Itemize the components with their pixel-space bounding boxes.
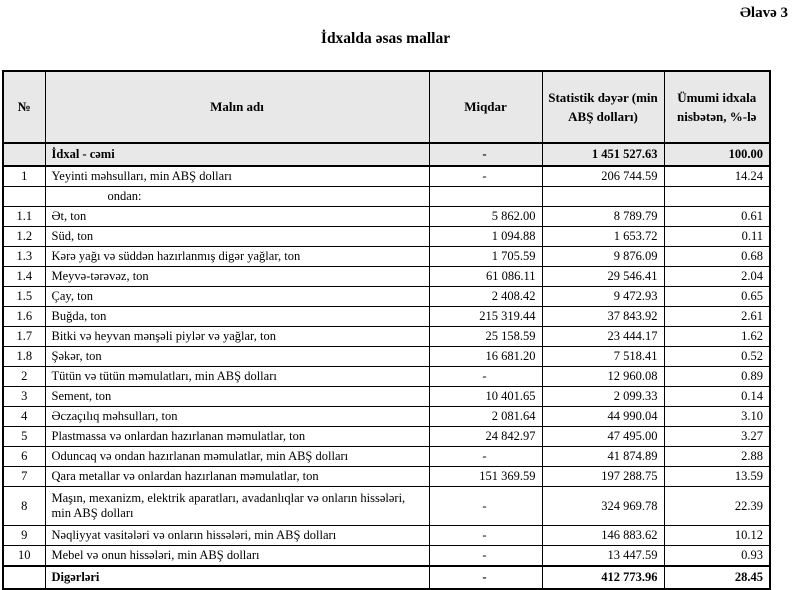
cell-quantity: 2 408.42: [429, 287, 542, 307]
cell-no: 1.8: [3, 347, 45, 367]
cell-share: 100.00: [664, 143, 770, 166]
cell-value: 197 288.75: [542, 467, 664, 487]
imports-table: [2, 70, 771, 590]
cell-quantity: 215 319.44: [429, 307, 542, 327]
cell-quantity: 16 681.20: [429, 347, 542, 367]
cell-share: 0.65: [664, 287, 770, 307]
cell-name: Maşın, mexanizm, elektrik aparatları, avadanlıqlar və onların hissələri, min ABŞ dolları: [45, 487, 429, 526]
table-row: [3, 487, 770, 526]
cell-quantity: 24 842.97: [429, 427, 542, 447]
cell-name: Nəqliyyat vasitələri və onların hissələri, min ABŞ dolları: [45, 526, 429, 546]
cell-share: 0.52: [664, 347, 770, 367]
cell-share: 0.14: [664, 387, 770, 407]
cell-share: 0.11: [664, 227, 770, 247]
cell-name: Yeyinti məhsulları, min ABŞ dolları: [45, 166, 429, 187]
cell-quantity: [429, 187, 542, 207]
cell-quantity: 25 158.59: [429, 327, 542, 347]
cell-name: ondan:: [45, 187, 429, 207]
table-row: [3, 367, 770, 387]
cell-value: 13 447.59: [542, 546, 664, 567]
cell-name: Sement, ton: [45, 387, 429, 407]
cell-share: 3.27: [664, 427, 770, 447]
cell-share: [664, 187, 770, 207]
cell-value: 12 960.08: [542, 367, 664, 387]
cell-quantity: 1 705.59: [429, 247, 542, 267]
cell-quantity: -: [429, 143, 542, 166]
table-row: [3, 447, 770, 467]
cell-no: 6: [3, 447, 45, 467]
cell-value: 9 876.09: [542, 247, 664, 267]
cell-share: 0.68: [664, 247, 770, 267]
cell-no: 9: [3, 526, 45, 546]
cell-name: Çay, ton: [45, 287, 429, 307]
table-row: [3, 267, 770, 287]
table-row: [3, 207, 770, 227]
cell-no: [3, 143, 45, 166]
header-value: Statistik dəyər (min ABŞ dolları): [542, 71, 664, 143]
cell-no: 1.4: [3, 267, 45, 287]
cell-no: 1.3: [3, 247, 45, 267]
cell-quantity: 5 862.00: [429, 207, 542, 227]
cell-share: 0.61: [664, 207, 770, 227]
cell-share: 0.93: [664, 546, 770, 567]
table-row: [3, 526, 770, 546]
cell-no: 3: [3, 387, 45, 407]
cell-share: 10.12: [664, 526, 770, 546]
cell-value: 2 099.33: [542, 387, 664, 407]
cell-no: 1.6: [3, 307, 45, 327]
table-row: [3, 143, 770, 166]
cell-no: 7: [3, 467, 45, 487]
cell-share: 1.62: [664, 327, 770, 347]
cell-share: 3.10: [664, 407, 770, 427]
cell-share: 14.24: [664, 166, 770, 187]
cell-quantity: -: [429, 367, 542, 387]
header-share: Ümumi idxala nisbətən, %-lə: [664, 71, 770, 143]
cell-quantity: 2 081.64: [429, 407, 542, 427]
cell-name: Mebel və onun hissələri, min ABŞ dolları: [45, 546, 429, 567]
cell-name: Tütün və tütün məmulatları, min ABŞ dolları: [45, 367, 429, 387]
cell-name: İdxal - cəmi: [45, 143, 429, 166]
table-row: [3, 166, 770, 187]
cell-value: 9 472.93: [542, 287, 664, 307]
table-row: [3, 546, 770, 567]
cell-value: 206 744.59: [542, 166, 664, 187]
cell-name: Qara metallar və onlardan hazırlanan məmulatlar, ton: [45, 467, 429, 487]
cell-share: 2.88: [664, 447, 770, 467]
header-quantity: Miqdar: [429, 71, 542, 143]
cell-quantity: -: [429, 166, 542, 187]
table-row: [3, 227, 770, 247]
table-header: [3, 71, 770, 143]
cell-no: [3, 566, 45, 589]
cell-no: 10: [3, 546, 45, 567]
cell-quantity: -: [429, 546, 542, 567]
cell-name: Süd, ton: [45, 227, 429, 247]
table-row: [3, 347, 770, 367]
header-row: [3, 71, 770, 143]
cell-value: 37 843.92: [542, 307, 664, 327]
cell-value: 412 773.96: [542, 566, 664, 589]
cell-share: 28.45: [664, 566, 770, 589]
cell-value: 324 969.78: [542, 487, 664, 526]
cell-no: 4: [3, 407, 45, 427]
header-name: Malın adı: [45, 71, 429, 143]
cell-value: 146 883.62: [542, 526, 664, 546]
cell-name: Əczaçılıq məhsulları, ton: [45, 407, 429, 427]
table-row: [3, 307, 770, 327]
cell-no: 1: [3, 166, 45, 187]
table-row: [3, 467, 770, 487]
cell-value: 1 451 527.63: [542, 143, 664, 166]
cell-name: Kərə yağı və süddən hazırlanmış digər yağlar, ton: [45, 247, 429, 267]
table-row: [3, 327, 770, 347]
cell-value: 8 789.79: [542, 207, 664, 227]
cell-no: 8: [3, 487, 45, 526]
cell-value: 1 653.72: [542, 227, 664, 247]
cell-quantity: 151 369.59: [429, 467, 542, 487]
cell-name: Digərləri: [45, 566, 429, 589]
header-no: №: [3, 71, 45, 143]
cell-share: 2.61: [664, 307, 770, 327]
cell-share: 0.89: [664, 367, 770, 387]
cell-name: Bitki və heyvan mənşəli piylər və yağlar, ton: [45, 327, 429, 347]
cell-name: Ət, ton: [45, 207, 429, 227]
table-row: [3, 187, 770, 207]
table-body: [3, 143, 770, 589]
cell-value: 29 546.41: [542, 267, 664, 287]
table-row: [3, 427, 770, 447]
cell-quantity: 10 401.65: [429, 387, 542, 407]
cell-value: 41 874.89: [542, 447, 664, 467]
cell-quantity: 1 094.88: [429, 227, 542, 247]
cell-name: Buğda, ton: [45, 307, 429, 327]
cell-name: Meyvə-tərəvəz, ton: [45, 267, 429, 287]
table-row: [3, 247, 770, 267]
cell-value: [542, 187, 664, 207]
cell-quantity: -: [429, 447, 542, 467]
cell-quantity: -: [429, 566, 542, 589]
cell-no: [3, 187, 45, 207]
cell-value: 7 518.41: [542, 347, 664, 367]
cell-value: 23 444.17: [542, 327, 664, 347]
cell-name: Plastmassa və onlardan hazırlanan məmulatlar, ton: [45, 427, 429, 447]
cell-quantity: 61 086.11: [429, 267, 542, 287]
cell-no: 1.7: [3, 327, 45, 347]
table-row: [3, 287, 770, 307]
cell-value: 44 990.04: [542, 407, 664, 427]
cell-share: 13.59: [664, 467, 770, 487]
table-row: [3, 566, 770, 589]
cell-no: 1.5: [3, 287, 45, 307]
table-row: [3, 407, 770, 427]
cell-no: 1.1: [3, 207, 45, 227]
cell-quantity: -: [429, 487, 542, 526]
cell-no: 5: [3, 427, 45, 447]
cell-name: Oduncaq və ondan hazırlanan məmulatlar, min ABŞ dolları: [45, 447, 429, 467]
cell-quantity: -: [429, 526, 542, 546]
table-row: [3, 387, 770, 407]
cell-name: Şəkər, ton: [45, 347, 429, 367]
cell-value: 47 495.00: [542, 427, 664, 447]
appendix-label: Əlavə 3: [739, 5, 788, 21]
page-title: İdxalda əsas mallar: [320, 30, 451, 47]
cell-share: 22.39: [664, 487, 770, 526]
cell-no: 1.2: [3, 227, 45, 247]
cell-no: 2: [3, 367, 45, 387]
cell-share: 2.04: [664, 267, 770, 287]
